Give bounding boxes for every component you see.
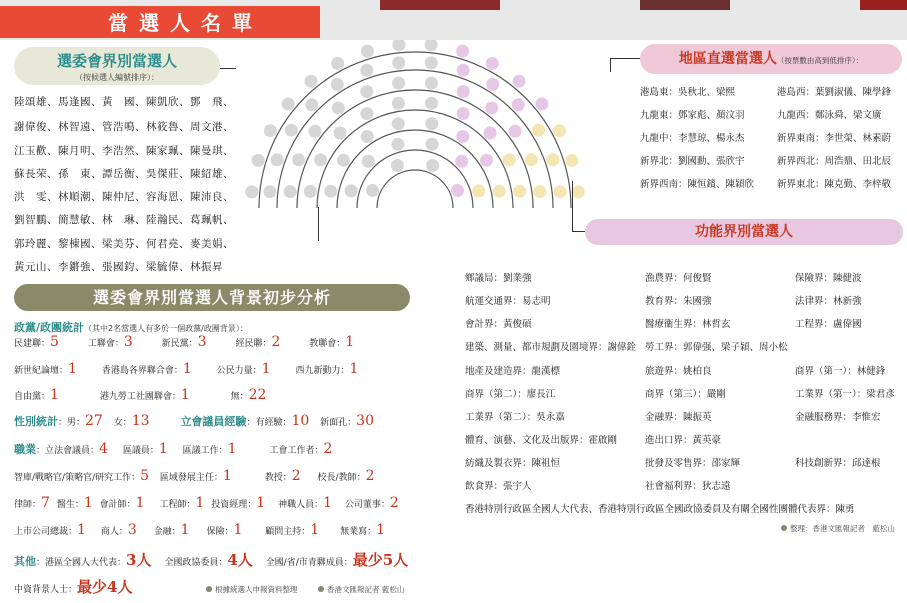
seat-dot bbox=[451, 184, 464, 197]
stat-value: 1 bbox=[310, 522, 320, 538]
stat-value: 4 bbox=[99, 441, 108, 457]
seat-dot bbox=[334, 127, 347, 140]
stat-key: 女： bbox=[113, 418, 132, 428]
seat-dot bbox=[426, 159, 439, 172]
other-label: 其他 bbox=[14, 555, 36, 568]
seat-dot bbox=[554, 185, 567, 198]
functional-heading bbox=[585, 219, 903, 245]
analysis-title: 選委會界別當選人背景初步分析 bbox=[92, 288, 331, 307]
fc-seat: 旅遊界：姚柏良 bbox=[645, 366, 712, 377]
seat-dot bbox=[486, 78, 499, 91]
stat-value: 1 bbox=[222, 468, 232, 484]
seat-dot bbox=[263, 185, 276, 198]
seat-dot bbox=[503, 153, 516, 166]
geo-constituency: 九龍西：鄭泳舜、梁文廣 bbox=[777, 110, 882, 121]
stat-value: 2 bbox=[323, 441, 333, 457]
stat-key: ：男： bbox=[58, 418, 86, 428]
header-photo bbox=[380, 0, 500, 10]
ec-connector bbox=[318, 207, 319, 241]
stat-key: 教授： bbox=[264, 473, 292, 483]
seat-dot bbox=[292, 153, 305, 166]
fc-seat: 商界（第一）：林健鋒 bbox=[795, 366, 886, 377]
stat-key: 中資背景人士： bbox=[14, 585, 78, 595]
stat-value: 5 bbox=[140, 468, 150, 484]
seat-dot bbox=[509, 125, 522, 138]
seat-dot bbox=[572, 185, 585, 198]
seat-dot bbox=[391, 138, 404, 151]
stat-value: 7 bbox=[41, 495, 50, 511]
ec-name-line: 蘇長荣、孫 東、譚岳衡、吳傑莊、陳紹雄、 bbox=[14, 168, 234, 180]
fc-seat: 法律界：林新強 bbox=[795, 296, 862, 307]
seat-dot bbox=[360, 107, 373, 120]
party-stats-label bbox=[14, 319, 248, 335]
stat-key: 無業寫： bbox=[340, 527, 377, 537]
other-row bbox=[14, 549, 408, 570]
stat-value: 1 bbox=[135, 495, 145, 511]
stat-value: 1 bbox=[180, 522, 190, 538]
gender-exp-row bbox=[14, 413, 374, 429]
stat-key: 工程師： bbox=[159, 500, 196, 510]
stat-value: 22 bbox=[248, 387, 267, 403]
lc-exp-label: 立會議員經驗 bbox=[180, 415, 247, 428]
seat-dot bbox=[304, 185, 317, 198]
fc-seat: 工程界：盧偉國 bbox=[795, 319, 862, 330]
stat-key: 新世紀論壇： bbox=[14, 366, 69, 376]
stat-value: 10 bbox=[291, 413, 310, 429]
job-row bbox=[14, 441, 332, 457]
seat-dot bbox=[360, 85, 373, 98]
stat-value: 2 bbox=[389, 495, 399, 511]
seat-row-arc bbox=[377, 170, 453, 208]
seat-dot bbox=[485, 102, 498, 115]
functional-connector bbox=[572, 181, 573, 231]
stat-key: 西九新動力： bbox=[295, 366, 350, 376]
seat-dot bbox=[392, 56, 405, 69]
header-photo-2 bbox=[640, 0, 730, 10]
stat-value: 1 bbox=[50, 387, 59, 403]
stat-key: 教聯會： bbox=[309, 339, 346, 349]
geo-constituency: 新界西北：周浩鼎、田北辰 bbox=[777, 156, 892, 167]
seat-dot bbox=[284, 185, 297, 198]
credit-text: 整理：香港文匯報記者 藍松山 bbox=[790, 524, 895, 533]
geo-constituency: 新界東南：李世榮、林素蔚 bbox=[777, 133, 892, 144]
seat-dot bbox=[362, 155, 375, 168]
stat-value: 1 bbox=[261, 361, 271, 377]
fc-seat: 商界（第三）：嚴剛 bbox=[645, 389, 726, 400]
geo-constituency: 新界西南：陳恒鑌、陳穎欣 bbox=[640, 179, 755, 190]
seat-dot bbox=[392, 77, 405, 90]
fc-seat: 社會福利界：狄志遠 bbox=[645, 481, 731, 492]
stat-value: 1 bbox=[345, 334, 355, 350]
fc-seat: 建築、測量、都市規劃及園境界：謝偉銓 bbox=[465, 342, 637, 353]
party-row bbox=[14, 387, 266, 403]
geographic-subtitle: （按票數由高到低排序）： bbox=[776, 56, 864, 65]
stat-key: 神職人員： bbox=[278, 500, 324, 510]
stat-value: 1 bbox=[83, 495, 93, 511]
stat-key: 港九勞工社團聯會： bbox=[99, 392, 181, 402]
stat-value: 最少4人 bbox=[77, 578, 133, 596]
stat-value: 2 bbox=[291, 468, 301, 484]
bullet-icon bbox=[318, 586, 324, 592]
ec-name-line: 郭玲麗、黎棟國、梁美芬、何君堯、麥美娟、 bbox=[14, 238, 234, 250]
geographic-title: 地區直選當選人 bbox=[678, 51, 777, 67]
seat-dot bbox=[285, 124, 298, 137]
fc-seat: 飲食界：張宇人 bbox=[465, 481, 532, 492]
seat-dot bbox=[324, 185, 337, 198]
seat-dot bbox=[245, 185, 258, 198]
seat-dot bbox=[264, 124, 277, 137]
seat-dot bbox=[484, 127, 497, 140]
stat-key: 商人： bbox=[100, 527, 128, 537]
seat-dot bbox=[513, 185, 526, 198]
fc-seat: 漁農界：何俊賢 bbox=[645, 273, 712, 284]
seat-dot bbox=[314, 153, 327, 166]
party-note: （其中2名當選人有多於一個政黨/政團背景）： bbox=[84, 324, 248, 333]
stat-value: 1 bbox=[233, 522, 243, 538]
ec-name-line: 謝偉俊、林智遠、管浩鳴、林筱魯、周文港、 bbox=[14, 121, 234, 133]
seat-dot bbox=[282, 98, 295, 111]
stat-value: 13 bbox=[131, 413, 150, 429]
ec-name-line: 陸頌雄、馬逢國、黃 國、陳凱欣、鄧 飛、 bbox=[14, 96, 234, 108]
stat-key: 民建聯： bbox=[14, 339, 51, 349]
party-row bbox=[14, 334, 354, 350]
functional-connector bbox=[572, 231, 585, 232]
seat-dot bbox=[425, 56, 438, 69]
ec-connector bbox=[220, 68, 236, 69]
stat-key: 智庫/戰略官/策略官/研究工作： bbox=[14, 473, 141, 483]
stat-value: 5 bbox=[50, 334, 59, 350]
stat-value: 1 bbox=[195, 495, 205, 511]
seat-dot bbox=[533, 185, 546, 198]
geo-constituency: 九龍東：鄧家彪、顏汶羽 bbox=[640, 110, 745, 121]
geo-constituency: 九龍中：李慧琼、楊永杰 bbox=[640, 133, 745, 144]
stat-value: 1 bbox=[68, 361, 77, 377]
seat-dot bbox=[457, 107, 470, 120]
analysis-heading bbox=[14, 284, 410, 311]
stat-key: 工聯會： bbox=[87, 339, 124, 349]
bullet-icon bbox=[206, 586, 212, 592]
analysis-source-credit bbox=[206, 584, 298, 595]
stat-key: 新民黨： bbox=[161, 339, 198, 349]
job-row bbox=[14, 522, 385, 538]
geo-connector bbox=[611, 58, 641, 59]
seat-dot bbox=[392, 97, 405, 110]
geo-constituency: 港島東：吳秋北、梁熙 bbox=[640, 87, 736, 98]
geo-connector bbox=[610, 58, 611, 72]
party-label-text: 政黨/政團統計 bbox=[14, 321, 85, 334]
stat-value: 2 bbox=[365, 468, 375, 484]
seat-dot bbox=[546, 153, 559, 166]
fc-seat: 保險界：陳健波 bbox=[795, 273, 862, 284]
stat-key: 區議工作： bbox=[182, 446, 228, 456]
seat-dot bbox=[525, 153, 538, 166]
seat-dot bbox=[535, 98, 548, 111]
stat-key: 全國政協委員： bbox=[164, 558, 228, 568]
fc-seat: 工業界（第一）：梁君彥 bbox=[795, 389, 895, 400]
analysis-reporter-credit bbox=[318, 584, 404, 595]
stat-value: 1 bbox=[182, 361, 192, 377]
seat-dot bbox=[532, 124, 545, 137]
seat-dot bbox=[360, 64, 373, 77]
seat-chart bbox=[225, 40, 635, 220]
stat-key: 律師： bbox=[14, 500, 42, 510]
seat-row-arc bbox=[277, 70, 553, 208]
seat-dot bbox=[366, 184, 379, 197]
fc-seat: 工業界（第二）：吳永嘉 bbox=[465, 412, 565, 423]
seat-dot bbox=[513, 75, 526, 88]
stat-key: 上市公司總裁： bbox=[14, 527, 78, 537]
stat-value: 1 bbox=[256, 495, 266, 511]
stat-key: 工會工作者： bbox=[269, 446, 324, 456]
ec-name-line: 江玉歡、陳月明、李浩然、陳家珮、陳曼琪、 bbox=[14, 145, 234, 157]
seat-dot bbox=[425, 97, 438, 110]
header-photo-3 bbox=[860, 0, 907, 10]
fc-seat: 體育、演藝、文化及出版界：霍啟剛 bbox=[465, 435, 618, 446]
fc-seat: 鄉議局：劉業強 bbox=[465, 273, 532, 284]
seat-dot bbox=[512, 98, 525, 111]
stat-value: 3 bbox=[123, 334, 133, 350]
seat-dot bbox=[391, 159, 404, 172]
stat-value: 27 bbox=[85, 413, 103, 429]
election-committee-title: 選委會界別當選人 bbox=[56, 52, 177, 70]
seat-dot bbox=[361, 45, 374, 58]
fc-seat: 醫療衞生界：林哲玄 bbox=[645, 319, 731, 330]
stat-key: 投資經理： bbox=[211, 500, 257, 510]
stat-value: 1 bbox=[180, 387, 190, 403]
stat-value: 1 bbox=[227, 441, 237, 457]
fc-seat: 金融服務界：李惟宏 bbox=[795, 412, 881, 423]
credit-text: 香港文匯報記者 藍松山 bbox=[327, 585, 405, 594]
seat-dot bbox=[337, 154, 350, 167]
seat-dot bbox=[553, 124, 566, 137]
fc-seat: 會計界：黃俊碩 bbox=[465, 319, 532, 330]
stat-key: ：港區全國人大代表： bbox=[36, 558, 127, 568]
stat-key: 全國/省/市青聯成員： bbox=[265, 558, 353, 568]
stat-value: 1 bbox=[77, 522, 86, 538]
stat-key: 香港島各界聯合會： bbox=[101, 366, 183, 376]
stat-key: ：立法會議員： bbox=[36, 446, 100, 456]
header-bar bbox=[0, 0, 907, 40]
stat-value: 1 bbox=[349, 361, 359, 377]
stat-key: 保險： bbox=[206, 527, 234, 537]
seat-dot bbox=[392, 117, 405, 130]
functional-title: 功能界別當選人 bbox=[695, 224, 793, 240]
seat-dot bbox=[565, 154, 578, 167]
seat-dot bbox=[361, 130, 374, 143]
seat-dot bbox=[455, 155, 468, 168]
stat-value: 1 bbox=[323, 495, 332, 511]
election-committee-subtitle: （按候選人編號排序）： bbox=[75, 73, 159, 82]
seat-dot bbox=[331, 78, 344, 91]
seat-dot bbox=[345, 184, 358, 197]
fc-seat-special: 香港特別行政區全國人大代表、香港特別行政區全國政協委員及有關全國性團體代表界：陳勇 bbox=[465, 504, 855, 515]
ec-name-line: 劉智鵬、簡慧敏、林 琳、陸瀚民、葛珮帆、 bbox=[14, 214, 234, 226]
seat-dot bbox=[493, 185, 506, 198]
seat-dot bbox=[457, 85, 470, 98]
seat-dot bbox=[305, 75, 318, 88]
stat-key: 顧問主持： bbox=[265, 527, 311, 537]
seat-dot bbox=[456, 45, 469, 58]
page-title: 當選人名單 bbox=[108, 11, 263, 35]
functional-credit bbox=[781, 523, 895, 534]
fc-seat: 商界（第二）：廖長江 bbox=[465, 389, 556, 400]
seat-row-arc bbox=[357, 150, 473, 208]
stat-key: 醫生： bbox=[56, 500, 84, 510]
geographic-heading bbox=[640, 44, 902, 74]
stat-key: 區域發展主任： bbox=[159, 473, 223, 483]
gender-label: 性別統計 bbox=[14, 415, 58, 428]
seat-dot bbox=[480, 154, 493, 167]
credit-text: 根據統選人申報資料整理 bbox=[215, 585, 298, 594]
election-committee-heading bbox=[14, 47, 220, 85]
ec-name-line: 黃元山、李鏘強、張國鈞、梁毓偉、林振昇 bbox=[14, 261, 223, 273]
job-row bbox=[14, 495, 399, 511]
stat-key: 區議員： bbox=[122, 446, 159, 456]
fc-seat: 地產及建造界：龍漢標 bbox=[465, 366, 561, 377]
job-row bbox=[14, 468, 375, 484]
stat-value: 30 bbox=[356, 413, 374, 429]
stat-key: 公民力量： bbox=[216, 366, 262, 376]
fc-seat: 紡織及製衣界：陳祖恒 bbox=[465, 458, 561, 469]
stat-key: 會計師： bbox=[99, 500, 136, 510]
seat-dot bbox=[305, 98, 318, 111]
stat-value: 2 bbox=[271, 334, 281, 350]
seat-dot bbox=[271, 153, 284, 166]
stat-key: 校長/教師： bbox=[317, 473, 366, 483]
fc-seat: 批發及零售界：邵家輝 bbox=[645, 458, 741, 469]
seat-dot bbox=[456, 130, 469, 143]
seat-row-arc bbox=[337, 130, 493, 208]
stat-key: 自由黨： bbox=[14, 392, 51, 402]
stat-value: 1 bbox=[158, 441, 168, 457]
geo-constituency: 港島西：葉劉淑儀、陳學鋒 bbox=[777, 87, 892, 98]
seat-dot bbox=[332, 102, 345, 115]
stat-value: 4人 bbox=[227, 551, 253, 569]
seat-dot bbox=[252, 154, 265, 167]
stat-value: 3人 bbox=[126, 551, 152, 569]
seat-dot bbox=[426, 138, 439, 151]
seat-dot bbox=[309, 125, 322, 138]
seat-dot bbox=[425, 117, 438, 130]
stat-value: 3 bbox=[127, 522, 137, 538]
seat-dot bbox=[331, 57, 344, 70]
party-row bbox=[14, 361, 358, 377]
stat-key: 新面孔： bbox=[320, 418, 357, 428]
stat-value: 最少5人 bbox=[352, 551, 409, 569]
fc-seat: 進出口界：黃英豪 bbox=[645, 435, 722, 446]
stat-value: 1 bbox=[376, 522, 385, 538]
seat-dot bbox=[486, 57, 499, 70]
seat-dot bbox=[457, 64, 470, 77]
ec-name-line: 洪 雯、林順潮、陳仲尼、容海恩、陳沛良、 bbox=[14, 191, 234, 203]
geo-constituency: 新界東北：陳克勤、李梓敬 bbox=[777, 179, 892, 190]
stat-key: 無： bbox=[230, 392, 249, 402]
seat-dot bbox=[425, 77, 438, 90]
seat-dot bbox=[425, 40, 438, 51]
stat-key: 金融： bbox=[153, 527, 181, 537]
stat-key: 公司董事： bbox=[344, 500, 390, 510]
fc-seat: 勞工界：郭偉强、梁子穎、周小松 bbox=[645, 342, 788, 353]
fc-seat: 教育界：朱國強 bbox=[645, 296, 712, 307]
seat-dot bbox=[472, 184, 485, 197]
stat-key: ：有經驗： bbox=[246, 418, 292, 428]
mainland-row bbox=[14, 576, 132, 597]
stat-value: 3 bbox=[197, 334, 207, 350]
fc-seat: 科技創新界：邱達根 bbox=[795, 458, 881, 469]
seat-dot bbox=[392, 40, 405, 51]
geo-constituency: 新界北：劉國勳、張欣宇 bbox=[640, 156, 745, 167]
fc-seat: 金融界：陳振英 bbox=[645, 412, 712, 423]
fc-seat: 航運交通界：易志明 bbox=[465, 296, 551, 307]
bullet-icon bbox=[781, 525, 787, 531]
stat-key: 經民聯： bbox=[235, 339, 272, 349]
job-label: 職業 bbox=[14, 443, 36, 456]
